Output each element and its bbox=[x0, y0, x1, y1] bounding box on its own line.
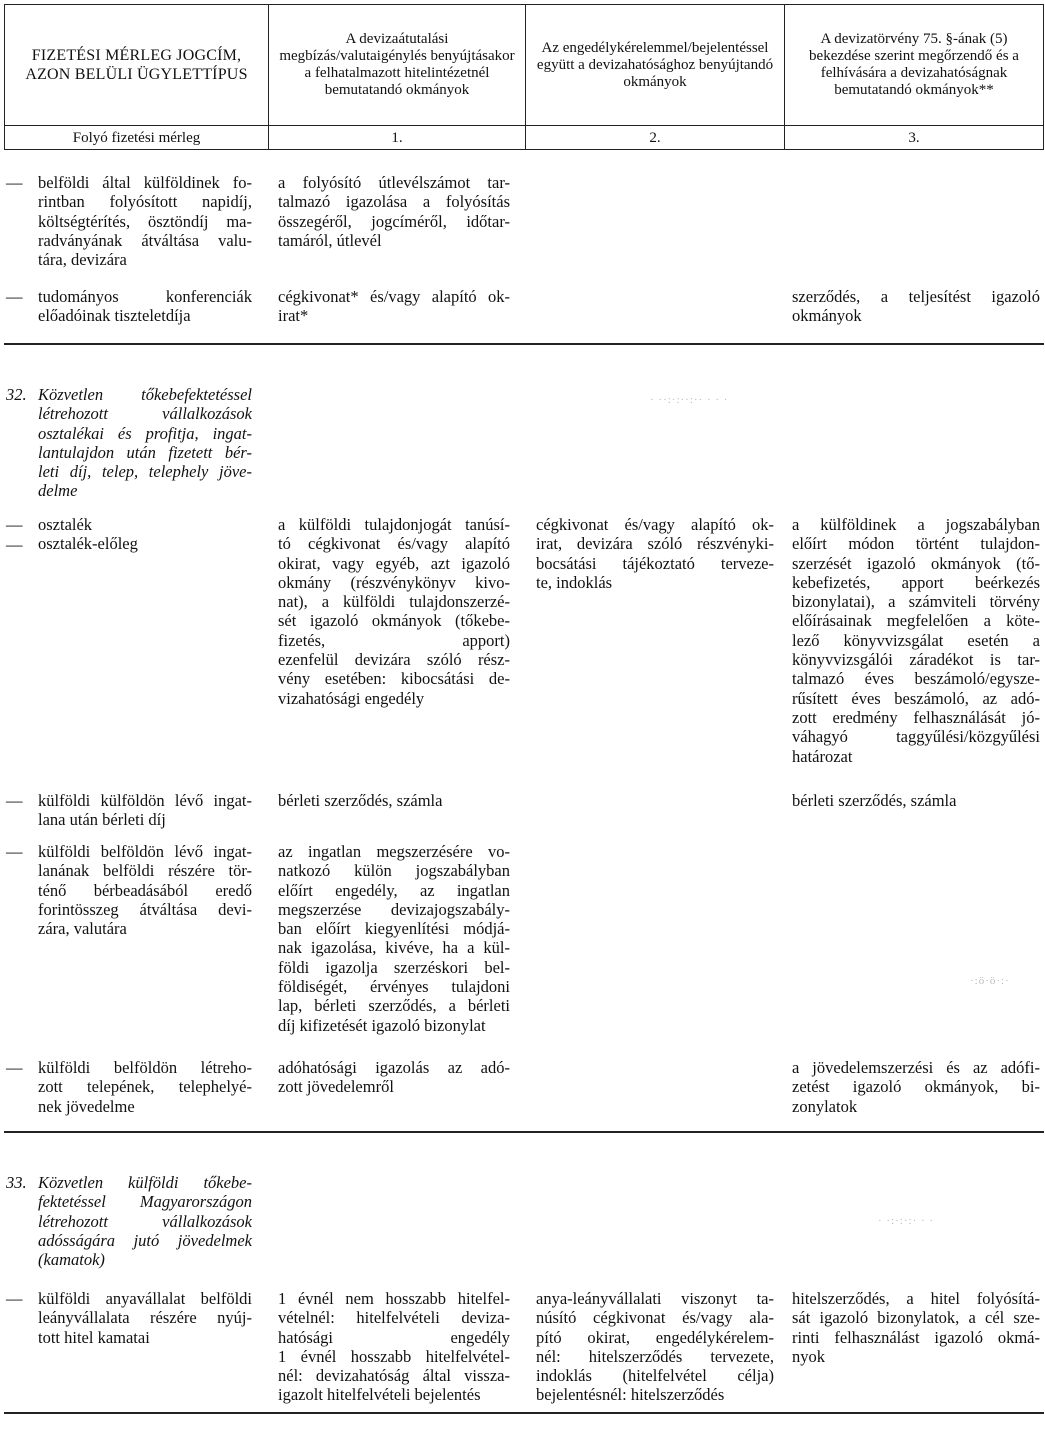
row-telephely-col1 bbox=[278, 1058, 510, 1097]
text-line: anya-leányvállalati viszonyt ta- bbox=[536, 1289, 774, 1308]
text-line: lező könyvvizsgálat esetén a bbox=[792, 630, 1040, 650]
text-line: létrehozott vállalkozások bbox=[38, 404, 252, 424]
text-line: okmány (részvénykönyv kivo- bbox=[278, 572, 510, 592]
text-line: rinti felhasználást igazoló okmá- bbox=[792, 1327, 1040, 1347]
text-line: pító okirat, engedélykérelem- bbox=[536, 1327, 774, 1347]
text-line: fektetéssel Magyarországon bbox=[38, 1192, 252, 1212]
text-line: sét igazoló okmányok (tőkebe- bbox=[278, 611, 510, 631]
text-line: delme bbox=[38, 481, 78, 501]
text-line: okmányok bbox=[792, 306, 862, 326]
section-32-title bbox=[38, 385, 252, 501]
text-line: leti díj, telep, telephely jöve- bbox=[38, 462, 252, 482]
text-line: ban előírt kiegyenlítési módjá- bbox=[278, 919, 510, 939]
text-line: adósságára jutó jövedelmek bbox=[38, 1230, 252, 1250]
section-divider bbox=[4, 343, 1044, 345]
text-line: tára, devizára bbox=[38, 250, 127, 270]
text-line: díj kifizetését igazoló bizonylat bbox=[278, 1015, 486, 1035]
text-line: tó cégkivonat és/vagy alapító bbox=[278, 534, 510, 554]
text-line: ezenfelül devizára szóló rész- bbox=[278, 650, 510, 670]
text-line: talmazó igazolása a folyósítás bbox=[278, 192, 510, 212]
scan-noise: · ··:·:··:·· · · · bbox=[650, 394, 729, 406]
text-line: sát igazoló bizonylatok, a cél sze- bbox=[792, 1308, 1040, 1328]
text-line: osztalék bbox=[38, 515, 93, 534]
text-line: az ingatlan megszerzésére vo- bbox=[278, 842, 510, 861]
text-line: natkozó külön jogszabályban bbox=[278, 861, 510, 881]
text-line: Közvetlen külföldi tőkebe- bbox=[38, 1173, 252, 1192]
scan-noise: ·:ö·ö·:· bbox=[970, 975, 1010, 987]
text-line: 1 évnél nem hosszabb hitelfel- bbox=[278, 1289, 510, 1308]
text-line: te, indoklás bbox=[536, 572, 613, 592]
section-32-number: 32. bbox=[6, 385, 27, 404]
text-line: forintösszeg átváltása devi- bbox=[38, 899, 252, 919]
text-line: nat), a külföldi tulajdonszerzé- bbox=[278, 592, 510, 612]
text-line: zott eredmény felhasználását jó- bbox=[792, 707, 1040, 727]
text-line: előírt engedély, az ingatlan bbox=[278, 880, 510, 900]
section-33-number: 33. bbox=[6, 1173, 27, 1192]
text-line: Közvetlen tőkebefektetéssel bbox=[38, 385, 252, 404]
text-line: 1 évnél hosszabb hitelfelvétel- bbox=[278, 1346, 510, 1366]
text-line: vételnél: hitelfelvételi deviza- bbox=[278, 1308, 510, 1328]
row-konferencia-col3 bbox=[792, 287, 1040, 326]
text-line: előírásainak megfelelően a köte- bbox=[792, 611, 1040, 631]
row-berleti-dij-col1 bbox=[278, 791, 510, 810]
section-divider bbox=[4, 1131, 1044, 1133]
text-line: előírt módon történt tulajdon- bbox=[792, 534, 1040, 554]
text-line: fizetés, apport) bbox=[278, 630, 510, 650]
row-kamat-type bbox=[38, 1289, 252, 1347]
text-line: lana után bérleti díj bbox=[38, 810, 166, 830]
row-dash: — bbox=[6, 791, 23, 810]
text-line: költségtérítés, ösztöndíj ma- bbox=[38, 211, 252, 231]
text-line: hitelszerződés, a hitel folyósítá- bbox=[792, 1289, 1040, 1308]
row-kamat-col1 bbox=[278, 1289, 510, 1405]
text-line: bérleti szerződés, számla bbox=[278, 791, 443, 810]
header-col-3: A devizatörvény 75. §-ának (5) bekezdése szerint megőrzendő és a felhívására a devizahatóságnak bemutatandó okmányok** bbox=[809, 31, 1019, 98]
row-dash: — bbox=[6, 1289, 23, 1308]
text-line: összegéről, jogcíméről, időtar- bbox=[278, 211, 510, 231]
text-line: zott telepének, telephelyé- bbox=[38, 1077, 252, 1097]
text-line: cégkivonat és/vagy alapító ok- bbox=[536, 515, 774, 534]
text-line: földiségét, érvényes tulajdoni bbox=[278, 977, 510, 997]
section-33-title bbox=[38, 1173, 252, 1269]
text-line: osztalék-előleg bbox=[38, 534, 138, 554]
table-header bbox=[4, 4, 1044, 150]
text-line: külföldi belföldön lévő ingat- bbox=[38, 842, 252, 861]
text-line: hatósági engedély bbox=[278, 1327, 510, 1347]
text-line: bizonylatai), a számviteli törvény bbox=[792, 592, 1040, 612]
text-line: tudományos konferenciák bbox=[38, 287, 252, 306]
text-line: nek jövedelme bbox=[38, 1096, 135, 1116]
row-berleti-dij-type bbox=[38, 791, 252, 830]
text-line: igazolt hitelfelvételi bejelentés bbox=[278, 1385, 481, 1405]
text-line: bocsátási tájékoztató terveze- bbox=[536, 553, 774, 573]
text-line: nak igazolása, kivéve, ha a kül- bbox=[278, 938, 510, 958]
text-line: a folyósító útlevélszámot tar- bbox=[278, 173, 510, 192]
text-line: rűsített éves beszámoló, az adó- bbox=[792, 688, 1040, 708]
header-col-2: Az engedélykérelemmel/bejelentéssel együtt a devizahatósághoz benyújtandó okmányok bbox=[536, 39, 774, 90]
row-osztalek-col2 bbox=[536, 515, 774, 592]
row-dash: — bbox=[6, 535, 23, 554]
row-ingatlan-type bbox=[38, 842, 252, 938]
text-line: zetést igazoló okmányok, bi- bbox=[792, 1077, 1040, 1097]
text-line: adóhatósági igazolás az adó- bbox=[278, 1058, 510, 1077]
header-num-0: Folyó fizetési mérleg bbox=[72, 129, 201, 146]
text-line: bejelentésnél: hitelszerződés bbox=[536, 1385, 725, 1405]
row-napidij-type bbox=[38, 173, 252, 269]
row-osztalek-type bbox=[38, 515, 252, 554]
text-line: a külföldi tulajdonjogát tanúsí- bbox=[278, 515, 510, 534]
text-line: zára, valutára bbox=[38, 919, 127, 939]
text-line: földi igazolja szerzéskori bel- bbox=[278, 957, 510, 977]
text-line: a külföldinek a jogszabályban bbox=[792, 515, 1040, 534]
text-line: ténő bérbeadásából eredő bbox=[38, 880, 252, 900]
text-line: megszerzése devizajogszabály- bbox=[278, 899, 510, 919]
text-line: létrehozott vállalkozások bbox=[38, 1211, 252, 1231]
row-dash: — bbox=[6, 842, 23, 861]
text-line: nél: devizahatóság által vissza- bbox=[278, 1366, 510, 1386]
text-line: vizahatósági engedély bbox=[278, 688, 425, 708]
text-line: külföldi belföldön létreho- bbox=[38, 1058, 252, 1077]
text-line: indoklás (hitelfelvétel célja) bbox=[536, 1366, 774, 1386]
text-line: rintban folyósított napidíj, bbox=[38, 192, 252, 212]
text-line: cégkivonat* és/vagy alapító ok- bbox=[278, 287, 510, 306]
header-num-2: 2. bbox=[649, 129, 661, 146]
row-dash: — bbox=[6, 287, 23, 306]
text-line: zott jövedelemről bbox=[278, 1077, 394, 1097]
row-ingatlan-col1 bbox=[278, 842, 510, 1035]
row-telephely-col3 bbox=[792, 1058, 1040, 1116]
text-line: szerzését igazoló okmányok (tő- bbox=[792, 553, 1040, 573]
text-line: kebefizetés, apport beérkezés bbox=[792, 572, 1040, 592]
text-line: lanának belföldi részére tör- bbox=[38, 861, 252, 881]
text-line: külföldi anyavállalat belföldi bbox=[38, 1289, 252, 1308]
row-kamat-col2 bbox=[536, 1289, 774, 1405]
text-line: lantulajdon után fizetett bér- bbox=[38, 442, 252, 462]
text-line: előadóinak tiszteletdíja bbox=[38, 306, 191, 326]
text-line: leányvállalata részére nyúj- bbox=[38, 1308, 252, 1328]
text-line: szerződés, a teljesítést igazoló bbox=[792, 287, 1040, 306]
text-line: külföldi külföldön lévő ingat- bbox=[38, 791, 252, 810]
row-konferencia-col1 bbox=[278, 287, 510, 326]
section-divider bbox=[4, 1412, 1044, 1414]
text-line: határozat bbox=[792, 746, 853, 766]
row-berleti-dij-col3 bbox=[792, 791, 1040, 810]
header-col-jogcim: FIZETÉSI MÉRLEG JOGCÍM, AZON BELÜLI ÜGYLETTÍPUS bbox=[25, 47, 248, 83]
row-osztalek-col3 bbox=[792, 515, 1040, 766]
header-col-1: A devizaátutalási megbízás/valutaigénylés benyújtásakor a felhatalmazott hitelintézetnél bemutatandó okmányok bbox=[279, 31, 515, 98]
text-line: talmazó éves beszámoló/egysze- bbox=[792, 669, 1040, 689]
row-osztalek-col1 bbox=[278, 515, 510, 708]
scan-noise: · ·:·:·:· · · bbox=[878, 1215, 935, 1227]
text-line: nél: hitelszerződés tervezete, bbox=[536, 1346, 774, 1366]
text-line: (kamatok) bbox=[38, 1250, 105, 1270]
text-line: irat* bbox=[278, 306, 309, 326]
row-konferencia-type bbox=[38, 287, 252, 326]
row-napidij-col1 bbox=[278, 173, 510, 250]
row-kamat-col3 bbox=[792, 1289, 1040, 1366]
text-line: núsító cégkivonat és/vagy ala- bbox=[536, 1308, 774, 1328]
text-line: nyok bbox=[792, 1346, 825, 1366]
text-line: radványának átváltása valu- bbox=[38, 230, 252, 250]
text-line: vény esetében: kibocsátási de- bbox=[278, 669, 510, 689]
text-line: irat, devizára szóló részvényki- bbox=[536, 534, 774, 554]
row-dash: — bbox=[6, 173, 23, 192]
text-line: zonylatok bbox=[792, 1096, 858, 1116]
header-num-1: 1. bbox=[391, 129, 403, 146]
row-telephely-type bbox=[38, 1058, 252, 1116]
text-line: könyvvizsgálói záradékot is tar- bbox=[792, 650, 1040, 670]
header-num-3: 3. bbox=[908, 129, 920, 146]
text-line: osztalékai és profitja, ingat- bbox=[38, 423, 252, 443]
text-line: a jövedelemszerzési és az adófi- bbox=[792, 1058, 1040, 1077]
text-line: váhagyó taggyűlési/közgyűlési bbox=[792, 727, 1040, 747]
text-line: lap, bérleti szerződés, a bérleti bbox=[278, 996, 510, 1016]
text-line: bérleti szerződés, számla bbox=[792, 791, 957, 810]
row-dash: — bbox=[6, 1058, 23, 1077]
text-line: okirat, vagy egyéb, azt igazoló bbox=[278, 553, 510, 573]
row-dash: — bbox=[6, 515, 23, 534]
text-line: belföldi által külföldinek fo- bbox=[38, 173, 252, 192]
text-line: tott hitel kamatai bbox=[38, 1327, 150, 1347]
text-line: tamáról, útlevél bbox=[278, 230, 382, 250]
